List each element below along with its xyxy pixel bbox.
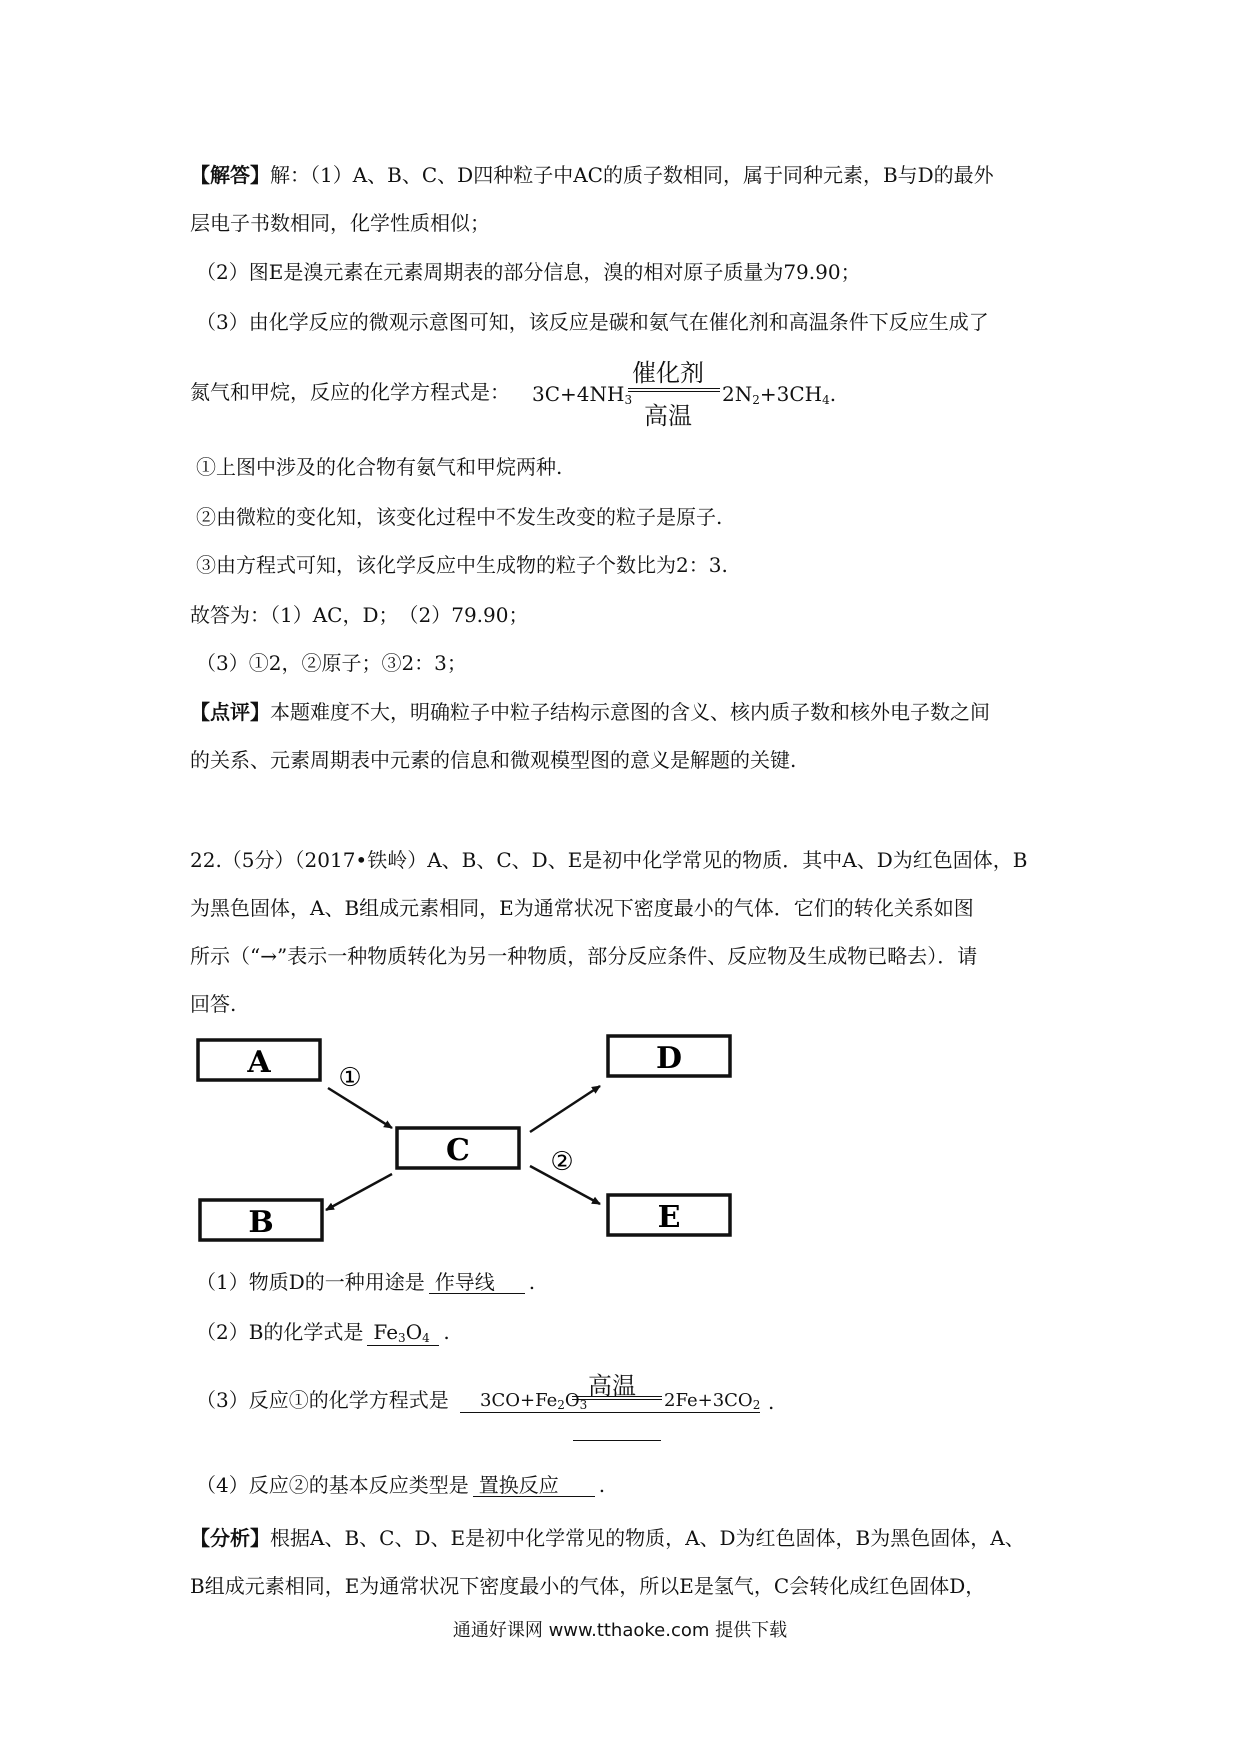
conversion-diagram: [190, 1030, 750, 1250]
equation-1-products: $2N_2+3CH_4$.: [722, 382, 837, 407]
arrow-c-to-b: [326, 1174, 392, 1210]
label-e: E: [657, 1200, 681, 1235]
label-b: B: [248, 1205, 274, 1240]
comment-line-1: 【点评】本题难度不大，明确粒子中粒子结构示意图的含义、核内质子数和核外电子数之间: [190, 700, 990, 724]
equation-2-products: $2Fe+3CO_2$: [664, 1390, 761, 1412]
sub-question-4: （4）反应②的基本反应类型是 置换反应 .: [196, 1473, 606, 1497]
question-22-line-2: 为黑色固体，A、B组成元素相同，E为通常状况下密度最小的气体．它们的转化关系如图: [190, 896, 974, 920]
point-3: ③由方程式可知，该化学反应中生成物的粒子个数比为2：3.: [196, 553, 728, 577]
arrow-a-to-c: [328, 1088, 392, 1128]
equation-2-reactants: $3CO+Fe_2O_3$: [480, 1390, 588, 1412]
answer-blank-4: 置换反应: [473, 1475, 595, 1497]
box-d: [608, 1036, 730, 1076]
question-22-line-3: 所示（“→”表示一种物质转化为另一种物质，部分反应条件、反应物及生成物已略去）．请: [190, 944, 978, 968]
analysis-tag: 【分析】: [190, 1526, 270, 1550]
box-b: [200, 1200, 322, 1240]
box-a: [198, 1040, 320, 1080]
comment-line-2: 的关系、元素周期表中元素的信息和微观模型图的意义是解题的关键.: [190, 748, 797, 772]
equation-1-catalyst: 催化剂: [632, 359, 704, 387]
analysis-line-2: B组成元素相同，E为通常状况下密度最小的气体，所以E是氢气，C会转化成红色固体D，: [190, 1574, 986, 1598]
answer-tag: 【解答】: [190, 163, 270, 187]
point-1: ①上图中涉及的化合物有氨气和甲烷两种.: [196, 455, 563, 479]
question-22-line-1: 22.（5分）（2017•铁岭）A、B、C、D、E是初中化学常见的物质．其中A、D为红色固体，B: [190, 848, 1028, 872]
label-d: D: [655, 1041, 683, 1076]
final-answer-line-1: 故答为：（1）AC，D； （2）79.90；: [190, 603, 529, 627]
question-22-line-4: 回答.: [190, 992, 237, 1016]
label-a: A: [247, 1045, 271, 1080]
comment-tag: 【点评】: [190, 700, 270, 724]
equation-1-reactants: $3C+4NH_3$: [532, 382, 633, 407]
answer-paragraph-line-3: （2）图E是溴元素在元素周期表的部分信息，溴的相对原子质量为79.90；: [196, 260, 861, 284]
arrow-c-to-d: [530, 1086, 600, 1132]
equation-1-equals: [628, 388, 720, 392]
box-e: [608, 1195, 730, 1235]
answer-text-1: 解：（1）A、B、C、D四种粒子中AC的质子数相同，属于同种元素，B与D的最外: [270, 163, 994, 187]
equation-2-temperature: 高温: [588, 1372, 636, 1400]
equation-2-equals: [572, 1396, 662, 1400]
page-footer: 通通好课网 www.tthaoke.com 提供下载: [452, 1620, 788, 1641]
answer-paragraph-line-4: （3）由化学反应的微观示意图可知，该反应是碳和氨气在催化剂和高温条件下反应生成了: [196, 310, 989, 334]
final-answer-line-2: （3）①2，②原子；③2：3；: [196, 651, 467, 675]
answer-blank-3: [460, 1412, 760, 1413]
sub-question-3: （3）反应①的化学方程式是: [196, 1388, 449, 1412]
box-c: [397, 1128, 519, 1168]
answer-blank-3-continued: [573, 1440, 661, 1441]
answer-paragraph-line-5: [190, 382, 510, 402]
reaction-1-marker: ①: [338, 1063, 362, 1093]
analysis-line-1: 【分析】根据A、B、C、D、E是初中化学常见的物质，A、D为红色固体，B为黑色固体，A、: [190, 1526, 1025, 1550]
equation-1-temperature: 高温: [644, 402, 692, 430]
sub-question-2: （2）B的化学式是 $Fe_3O_4$ .: [196, 1320, 450, 1345]
point-2: ②由微粒的变化知，该变化过程中不发生改变的粒子是原子.: [196, 505, 723, 529]
answer-paragraph-line-2: 层电子书数相同，化学性质相似；: [190, 211, 490, 235]
answer-blank-2: $Fe_3O_4$: [367, 1322, 439, 1346]
answer-text-5: 氮气和甲烷，反应的化学方程式是：: [190, 380, 510, 404]
sub-question-1: （1）物质D的一种用途是 作导线 .: [196, 1270, 536, 1294]
label-c: C: [446, 1133, 470, 1168]
answer-paragraph-line-1: [190, 165, 994, 185]
reaction-2-marker: ②: [550, 1147, 574, 1177]
answer-blank-1: 作导线: [429, 1272, 525, 1294]
